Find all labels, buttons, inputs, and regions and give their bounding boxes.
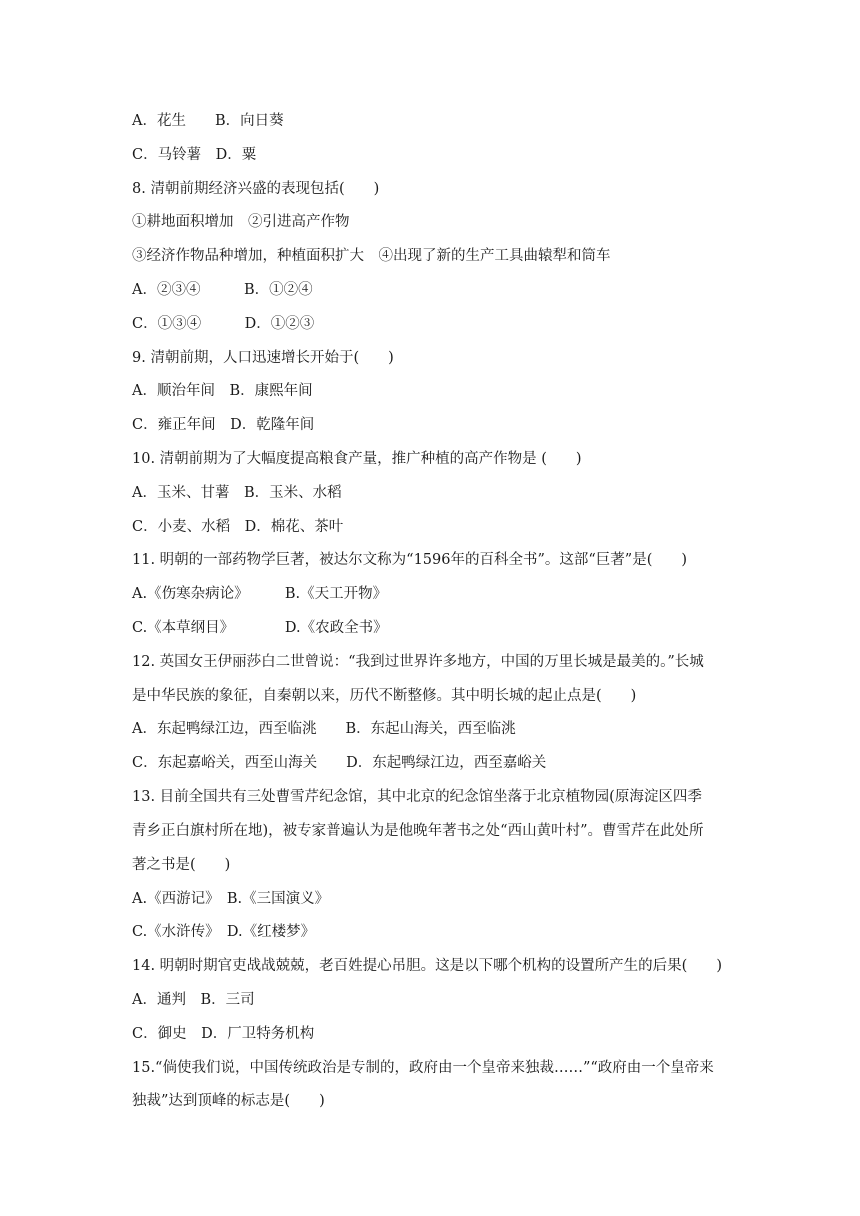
q8-statements-2: ③经济作物品种增加，种植面积扩大 ④出现了新的生产工具曲辕犁和筒车 <box>132 248 611 264</box>
q13-stem-2: 青乡正白旗村所在地)，被专家普遍认为是他晚年著书之处“西山黄叶村”。曹雪芹在此处所 <box>132 823 704 839</box>
q15-stem-2: 独裁”达到顶峰的标志是( ) <box>132 1093 325 1109</box>
q7-options-cd: C．马铃薯 D．粟 <box>132 147 257 163</box>
q12-stem-2: 是中华民族的象征，自秦朝以来，历代不断整修。其中明长城的起止点是( ) <box>132 688 637 704</box>
q11-options-cd: C.《本草纲目》 D.《农政全书》 <box>132 620 388 636</box>
q12-options-ab: A．东起鸭绿江边，西至临洮 B．东起山海关，西至临洮 <box>132 721 516 737</box>
q12-stem-1: 12. 英国女王伊丽莎白二世曾说：“我到过世界许多地方，中国的万里长城是最美的。”长城 <box>132 654 704 670</box>
q11-options-ab: A.《伤寒杂病论》 B.《天工开物》 <box>132 586 388 602</box>
q7-options-ab: A．花生 B．向日葵 <box>132 113 284 129</box>
q13-stem-3: 著之书是( ) <box>132 857 231 873</box>
q9-stem: 9. 清朝前期，人口迅速增长开始于( ) <box>132 350 394 366</box>
q10-options-ab: A．玉米、甘薯 B．玉米、水稻 <box>132 485 342 501</box>
q14-options-cd: C．御史 D．厂卫特务机构 <box>132 1026 315 1042</box>
q13-options-cd: C.《水浒传》 D.《红楼梦》 <box>132 924 316 940</box>
q14-options-ab: A．通判 B．三司 <box>132 992 255 1008</box>
q8-stem: 8. 清朝前期经济兴盛的表现包括( ) <box>132 181 380 197</box>
q8-statements-1: ①耕地面积增加 ②引进高产作物 <box>132 214 350 230</box>
q8-options-ab: A．②③④ B．①②④ <box>132 282 313 298</box>
q9-options-ab: A．顺治年间 B．康熙年间 <box>132 383 313 399</box>
q13-options-ab: A.《西游记》 B.《三国演义》 <box>132 891 330 907</box>
q8-options-cd: C．①③④ D．①②③ <box>132 316 315 332</box>
q13-stem-1: 13. 目前全国共有三处曹雪芹纪念馆，其中北京的纪念馆坐落于北京植物园(原海淀区四季 <box>132 789 702 805</box>
q11-stem: 11. 明朝的一部药物学巨著，被达尔文称为“1596年的百科全书”。这部“巨著”是( ) <box>132 552 688 568</box>
q15-stem-1: 15.“倘使我们说，中国传统政治是专制的，政府由一个皇帝来独裁……”“政府由一个皇帝来 <box>132 1060 714 1076</box>
q12-options-cd: C．东起嘉峪关，西至山海关 D．东起鸭绿江边，西至嘉峪关 <box>132 755 547 771</box>
q10-stem: 10. 清朝前期为了大幅度提高粮食产量，推广种植的高产作物是 ( ) <box>132 451 582 467</box>
q9-options-cd: C．雍正年间 D．乾隆年间 <box>132 417 315 433</box>
q14-stem: 14. 明朝时期官吏战战兢兢，老百姓提心吊胆。这是以下哪个机构的设置所产生的后果( ) <box>132 958 722 974</box>
q10-options-cd: C．小麦、水稻 D．棉花、茶叶 <box>132 519 344 535</box>
